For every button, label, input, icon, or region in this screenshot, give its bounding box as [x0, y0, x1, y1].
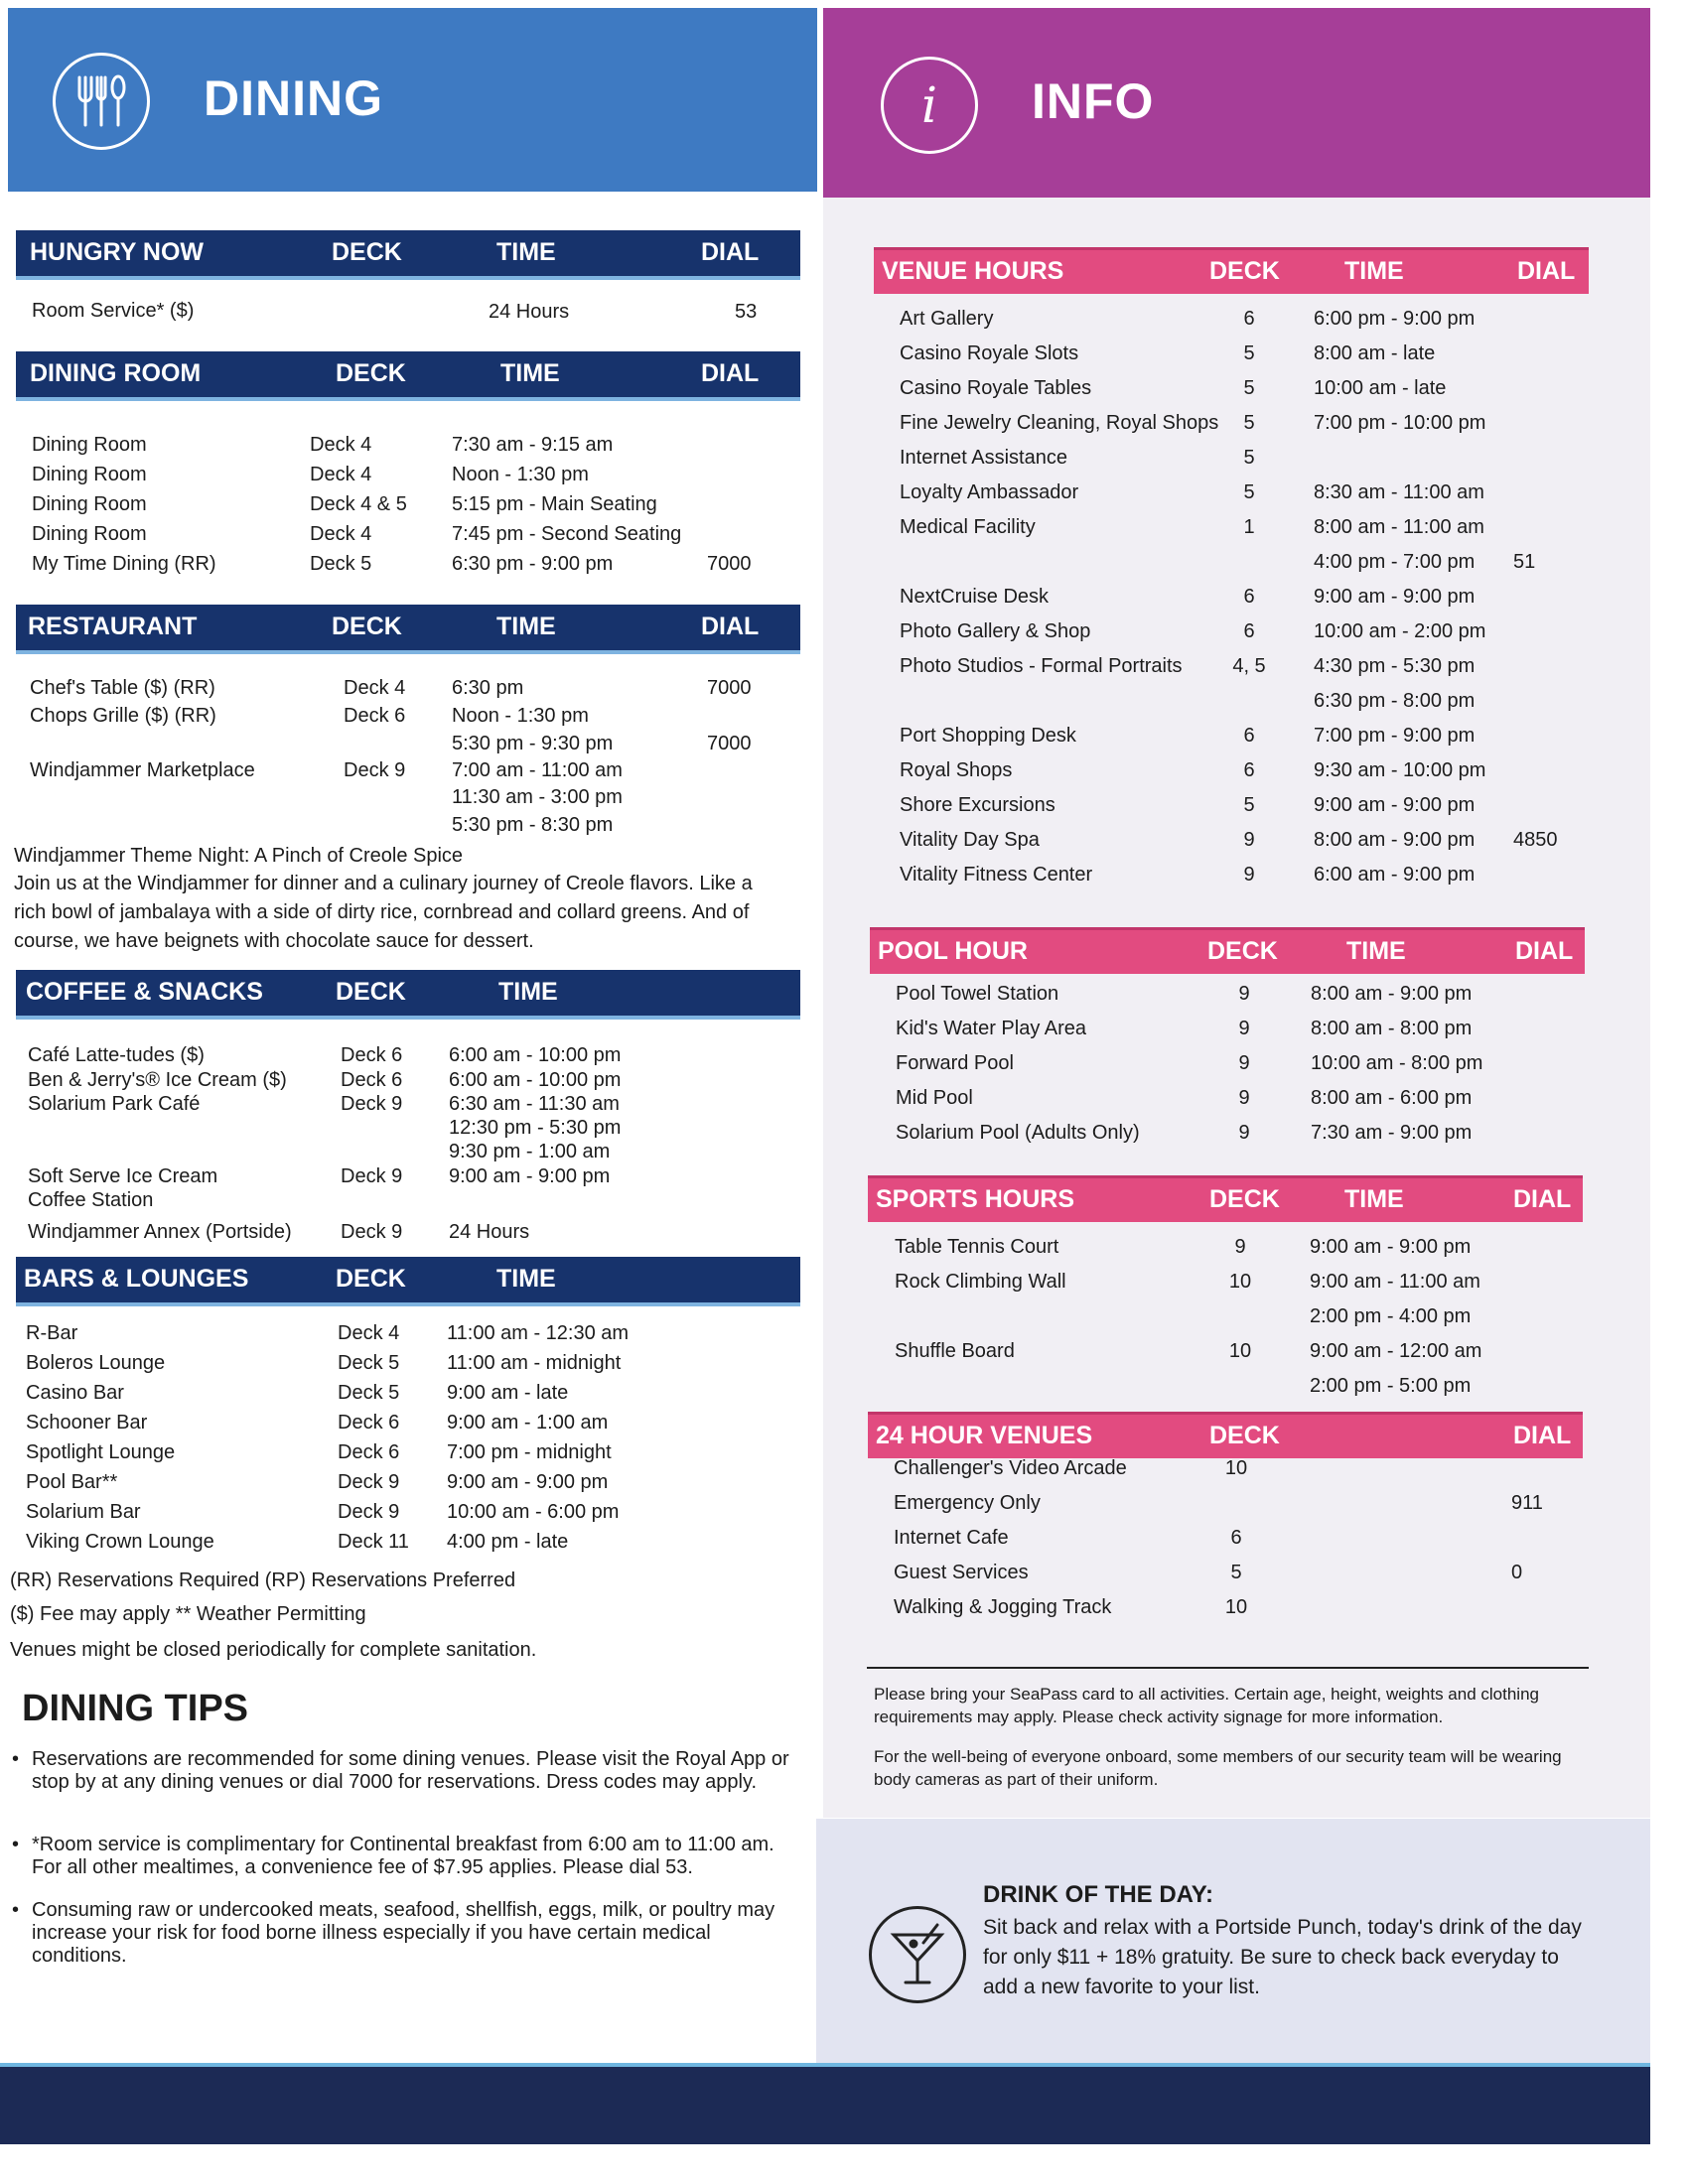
venue-dial: 51 [1513, 551, 1536, 573]
bars-deck: Deck 5 [338, 1382, 400, 1404]
coffee-deck: Deck 9 [341, 1221, 403, 1243]
venue-name: Casino Royale Tables [900, 377, 1092, 399]
venue-name: Port Shopping Desk [900, 725, 1076, 747]
dining-room-time: Noon - 1:30 pm [452, 464, 589, 485]
venue-deck: 6 [1243, 725, 1255, 747]
bars-deck: Deck 11 [338, 1531, 409, 1553]
venue-time: 8:00 am - 11:00 am [1314, 516, 1484, 538]
bars-name: Viking Crown Lounge [26, 1531, 214, 1553]
bars-time: 9:00 am - 1:00 am [447, 1412, 609, 1433]
pool-deck: 9 [1238, 1122, 1250, 1144]
sports-time: 9:00 am - 11:00 am [1310, 1271, 1480, 1293]
venue-name: Photo Studios - Formal Portraits [900, 655, 1183, 677]
bars-deck: Deck 6 [338, 1412, 400, 1433]
venue-name: Vitality Day Spa [900, 829, 1040, 851]
venue-dial: 4850 [1513, 829, 1558, 851]
bars-time: 4:00 pm - late [447, 1531, 569, 1553]
venue-name: Loyalty Ambassador [900, 481, 1079, 503]
coffee-name: Solarium Park Café [28, 1093, 201, 1115]
venue-deck: 6 [1243, 620, 1255, 642]
restaurant-deck: Deck 6 [344, 705, 406, 727]
venue-time: 7:00 pm - 9:00 pm [1314, 725, 1476, 747]
bars-time: 11:00 am - midnight [447, 1352, 622, 1374]
coffee-time: 6:00 am - 10:00 pm [449, 1044, 622, 1066]
pool-time: 8:00 am - 9:00 pm [1311, 983, 1473, 1005]
dining-room-time: 5:15 pm - Main Seating [452, 493, 657, 515]
venue-name: Fine Jewelry Cleaning, Royal Shops [900, 412, 1219, 434]
bars-name: Schooner Bar [26, 1412, 148, 1433]
bars-name: Pool Bar** [26, 1471, 118, 1493]
pool-name: Pool Towel Station [896, 983, 1059, 1005]
venue-deck: 9 [1243, 864, 1255, 886]
dining-room-deck: Deck 4 [310, 523, 372, 545]
bars-deck: Deck 6 [338, 1441, 400, 1463]
coffee-time: 12:30 pm - 5:30 pm [449, 1117, 622, 1139]
sports-time: 2:00 pm - 4:00 pm [1310, 1305, 1472, 1327]
restaurant-name: Chops Grille ($) (RR) [30, 705, 216, 727]
restaurant-dial: 7000 [707, 677, 752, 699]
dining-room-name: Dining Room [32, 434, 147, 456]
venue-time: 4:00 pm - 7:00 pm [1314, 551, 1476, 573]
bars-name: R-Bar [26, 1322, 78, 1344]
venue-time: 9:00 am - 9:00 pm [1314, 586, 1476, 608]
venue-24-deck: 6 [1230, 1527, 1242, 1549]
hungry-now-time: 24 Hours [489, 301, 570, 323]
venue-time: 8:00 am - late [1314, 342, 1436, 364]
sports-name: Shuffle Board [895, 1340, 1015, 1362]
venue-name: Medical Facility [900, 516, 1036, 538]
coffee-deck: Deck 6 [341, 1069, 403, 1091]
bars-time: 10:00 am - 6:00 pm [447, 1501, 620, 1523]
footer-bar [0, 2067, 1650, 2144]
pool-time: 8:00 am - 8:00 pm [1311, 1018, 1473, 1039]
venue-24-deck: 10 [1224, 1457, 1248, 1479]
dining-tip: • Reservations are recommended for some dining venues. Please visit the Royal App or stop by at any dining venues or dial 7000 for reservations. Dress codes may apply. [12, 1748, 806, 1794]
dining-room-deck: Deck 5 [310, 553, 372, 575]
legend-sanitation: Venues might be closed periodically for complete sanitation. [10, 1639, 537, 1661]
info-title: INFO [1032, 73, 1155, 129]
pool-name: Solarium Pool (Adults Only) [896, 1122, 1140, 1144]
venue-24-deck: 10 [1224, 1596, 1248, 1618]
sports-time: 9:00 am - 12:00 am [1310, 1340, 1482, 1362]
venue-time: 10:00 am - 2:00 pm [1314, 620, 1486, 642]
pool-deck: 9 [1238, 1018, 1250, 1039]
info-header [823, 8, 1650, 198]
legend-fee: ($) Fee may apply ** Weather Permitting [10, 1603, 366, 1625]
bars-time: 9:00 am - 9:00 pm [447, 1471, 609, 1493]
dining-room-dial: 7000 [707, 553, 752, 575]
pool-deck: 9 [1238, 983, 1250, 1005]
dining-room-time: 6:30 pm - 9:00 pm [452, 553, 614, 575]
coffee-name: Ben & Jerry's® Ice Cream ($) [28, 1069, 287, 1091]
coffee-deck: Deck 9 [341, 1165, 403, 1187]
coffee-bar: COFFEE & SNACKS DECK TIME [16, 970, 800, 1020]
dining-room-name: Dining Room [32, 523, 147, 545]
restaurant-deck: Deck 9 [344, 759, 406, 781]
bars-deck: Deck 9 [338, 1471, 400, 1493]
martini-icon [869, 1906, 966, 2003]
legend-reservations: (RR) Reservations Required (RP) Reservations Preferred [10, 1570, 516, 1591]
dining-room-deck: Deck 4 & 5 [310, 493, 407, 515]
venue-24-name: Challenger's Video Arcade [894, 1457, 1127, 1479]
bars-lounges-bar: BARS & LOUNGES DECK TIME [16, 1257, 800, 1306]
pool-name: Forward Pool [896, 1052, 1014, 1074]
sports-name: Rock Climbing Wall [895, 1271, 1066, 1293]
venue-24-dial: 911 [1511, 1492, 1543, 1514]
hungry-now-dial: 53 [735, 301, 758, 323]
restaurant-time: Noon - 1:30 pm [452, 705, 589, 727]
hungry-now-bar: HUNGRY NOW DECK TIME DIAL [16, 230, 800, 280]
drink-title: DRINK OF THE DAY: [983, 1881, 1214, 1908]
restaurant-time: 5:30 pm - 8:30 pm [452, 814, 614, 836]
venue-deck: 5 [1243, 342, 1255, 364]
venue-name: Photo Gallery & Shop [900, 620, 1091, 642]
venue-deck: 6 [1243, 308, 1255, 330]
restaurant-name: Windjammer Marketplace [30, 759, 255, 781]
dining-room-time: 7:45 pm - Second Seating [452, 523, 682, 545]
venue-deck: 5 [1243, 447, 1255, 469]
dining-room-deck: Deck 4 [310, 434, 372, 456]
venue-time: 8:30 am - 11:00 am [1314, 481, 1484, 503]
venue-name: Art Gallery [900, 308, 994, 330]
sports-name: Table Tennis Court [895, 1236, 1059, 1258]
venue-name: Internet Assistance [900, 447, 1067, 469]
coffee-time: 24 Hours [449, 1221, 530, 1243]
bars-deck: Deck 5 [338, 1352, 400, 1374]
pool-hour-bar: POOL HOUR DECK TIME DIAL [870, 927, 1585, 974]
bars-time: 7:00 pm - midnight [447, 1441, 612, 1463]
venue-time: 6:00 pm - 9:00 pm [1314, 308, 1476, 330]
restaurant-deck: Deck 4 [344, 677, 406, 699]
restaurant-time: 6:30 pm [452, 677, 524, 699]
coffee-time: 6:00 am - 10:00 pm [449, 1069, 622, 1091]
coffee-name: Windjammer Annex (Portside) [28, 1221, 292, 1243]
sports-hours-bar: SPORTS HOURS DECK TIME DIAL [868, 1175, 1583, 1222]
venue-24-deck: 5 [1230, 1562, 1242, 1583]
sports-deck: 10 [1228, 1271, 1252, 1293]
venue-24-name: Walking & Jogging Track [894, 1596, 1112, 1618]
dining-header [8, 8, 817, 192]
dining-tip: • Consuming raw or undercooked meats, seafood, shellfish, eggs, milk, or poultry may increase your risk for food borne illness especially if you have certain medical conditions. [12, 1899, 806, 1968]
sports-deck: 9 [1234, 1236, 1246, 1258]
sports-time: 9:00 am - 9:00 pm [1310, 1236, 1472, 1258]
venue-deck: 6 [1243, 759, 1255, 781]
coffee-deck: Deck 6 [341, 1044, 403, 1066]
venue-name: NextCruise Desk [900, 586, 1050, 608]
venue-deck: 5 [1243, 412, 1255, 434]
info-divider [867, 1667, 1589, 1669]
bars-deck: Deck 4 [338, 1322, 400, 1344]
venue-name: Shore Excursions [900, 794, 1055, 816]
venue-time: 9:30 am - 10:00 pm [1314, 759, 1486, 781]
coffee-name: Café Latte-tudes ($) [28, 1044, 205, 1066]
venue-time: 7:00 pm - 10:00 pm [1314, 412, 1486, 434]
venue-time: 9:00 am - 9:00 pm [1314, 794, 1476, 816]
utensils-icon [53, 53, 150, 150]
pool-time: 10:00 am - 8:00 pm [1311, 1052, 1483, 1074]
venue-24-dial: 0 [1511, 1562, 1523, 1583]
dining-tip: • *Room service is complimentary for Continental breakfast from 6:00 am to 11:00 am. For all other mealtimes, a convenience fee of $7.95 applies. Please dial 53. [12, 1834, 806, 1879]
coffee-time: 6:30 am - 11:30 am [449, 1093, 620, 1115]
venue-time: 8:00 am - 9:00 pm [1314, 829, 1476, 851]
venue-deck: 5 [1243, 377, 1255, 399]
venue-time: 10:00 am - late [1314, 377, 1447, 399]
venue-name: Vitality Fitness Center [900, 864, 1093, 886]
venue-name: Royal Shops [900, 759, 1013, 781]
bars-name: Casino Bar [26, 1382, 124, 1404]
coffee-name: Soft Serve Ice Cream [28, 1165, 218, 1187]
venue-24-name: Emergency Only [894, 1492, 1041, 1514]
venue-deck: 5 [1243, 794, 1255, 816]
bars-deck: Deck 9 [338, 1501, 400, 1523]
dining-room-name: Dining Room [32, 464, 147, 485]
dining-room-name: My Time Dining (RR) [32, 553, 216, 575]
security-note: For the well-being of everyone onboard, some members of our security team will be wearing body cameras as part of their uniform. [874, 1747, 1562, 1789]
dining-room-name: Dining Room [32, 493, 147, 515]
bars-name: Spotlight Lounge [26, 1441, 176, 1463]
hungry-now-name: Room Service* ($) [32, 300, 195, 322]
venue-24-name: Internet Cafe [894, 1527, 1009, 1549]
pool-time: 8:00 am - 6:00 pm [1311, 1087, 1473, 1109]
restaurant-dial: 7000 [707, 733, 752, 754]
24-hour-venues-bar: 24 HOUR VENUES DECK DIAL [868, 1412, 1583, 1458]
theme-title: Windjammer Theme Night: A Pinch of Creole Spice [14, 845, 464, 867]
venue-deck: 9 [1243, 829, 1255, 851]
venue-24-name: Guest Services [894, 1562, 1029, 1583]
venue-hours-bar: VENUE HOURS DECK TIME DIAL [874, 247, 1589, 294]
sports-time: 2:00 pm - 5:00 pm [1310, 1375, 1472, 1397]
venue-name: Casino Royale Slots [900, 342, 1079, 364]
venue-time: 4:30 pm - 5:30 pm [1314, 655, 1476, 677]
sports-deck: 10 [1228, 1340, 1252, 1362]
coffee-time: 9:30 pm - 1:00 am [449, 1141, 611, 1162]
venue-time: 6:00 am - 9:00 pm [1314, 864, 1476, 886]
bars-name: Solarium Bar [26, 1501, 141, 1523]
info-icon: i [881, 57, 978, 154]
venue-time: 6:30 pm - 8:00 pm [1314, 690, 1476, 712]
bars-name: Boleros Lounge [26, 1352, 166, 1374]
coffee-deck: Deck 9 [341, 1093, 403, 1115]
dining-room-time: 7:30 am - 9:15 am [452, 434, 614, 456]
restaurant-bar: RESTAURANT DECK TIME DIAL [16, 605, 800, 654]
restaurant-time: 5:30 pm - 9:30 pm [452, 733, 614, 754]
venue-deck: 1 [1243, 516, 1255, 538]
theme-body: Join us at the Windjammer for dinner and a culinary journey of Creole flavors. Like a rich bowl of jambalaya with a side of dirty rice, cornbread and collard greens. And of course, we have beignets with chocolate sauce for dessert. [14, 873, 753, 952]
restaurant-time: 11:30 am - 3:00 pm [452, 786, 623, 808]
pool-time: 7:30 am - 9:00 pm [1311, 1122, 1473, 1144]
bars-time: 9:00 am - late [447, 1382, 569, 1404]
seapass-note: Please bring your SeaPass card to all activities. Certain age, height, weights and clothing requirements may apply. Please check activity signage for more information. [874, 1685, 1539, 1726]
pool-deck: 9 [1238, 1052, 1250, 1074]
drink-body: Sit back and relax with a Portside Punch, today's drink of the day for only $11 + 18% gratuity. Be sure to check back everyday to add a new favorite to your list. [983, 1916, 1582, 1998]
coffee-time: 9:00 am - 9:00 pm [449, 1165, 611, 1187]
pool-deck: 9 [1238, 1087, 1250, 1109]
dining-title: DINING [204, 70, 383, 126]
venue-deck: 4, 5 [1232, 655, 1266, 677]
bars-time: 11:00 am - 12:30 am [447, 1322, 630, 1344]
dining-room-bar: DINING ROOM DECK TIME DIAL [16, 351, 800, 401]
venue-deck: 5 [1243, 481, 1255, 503]
dining-tips-title: DINING TIPS [22, 1688, 249, 1729]
pool-name: Mid Pool [896, 1087, 973, 1109]
venue-deck: 6 [1243, 586, 1255, 608]
coffee-name: Coffee Station [28, 1189, 154, 1211]
dining-room-deck: Deck 4 [310, 464, 372, 485]
pool-name: Kid's Water Play Area [896, 1018, 1087, 1039]
restaurant-name: Chef's Table ($) (RR) [30, 677, 215, 699]
restaurant-time: 7:00 am - 11:00 am [452, 759, 623, 781]
